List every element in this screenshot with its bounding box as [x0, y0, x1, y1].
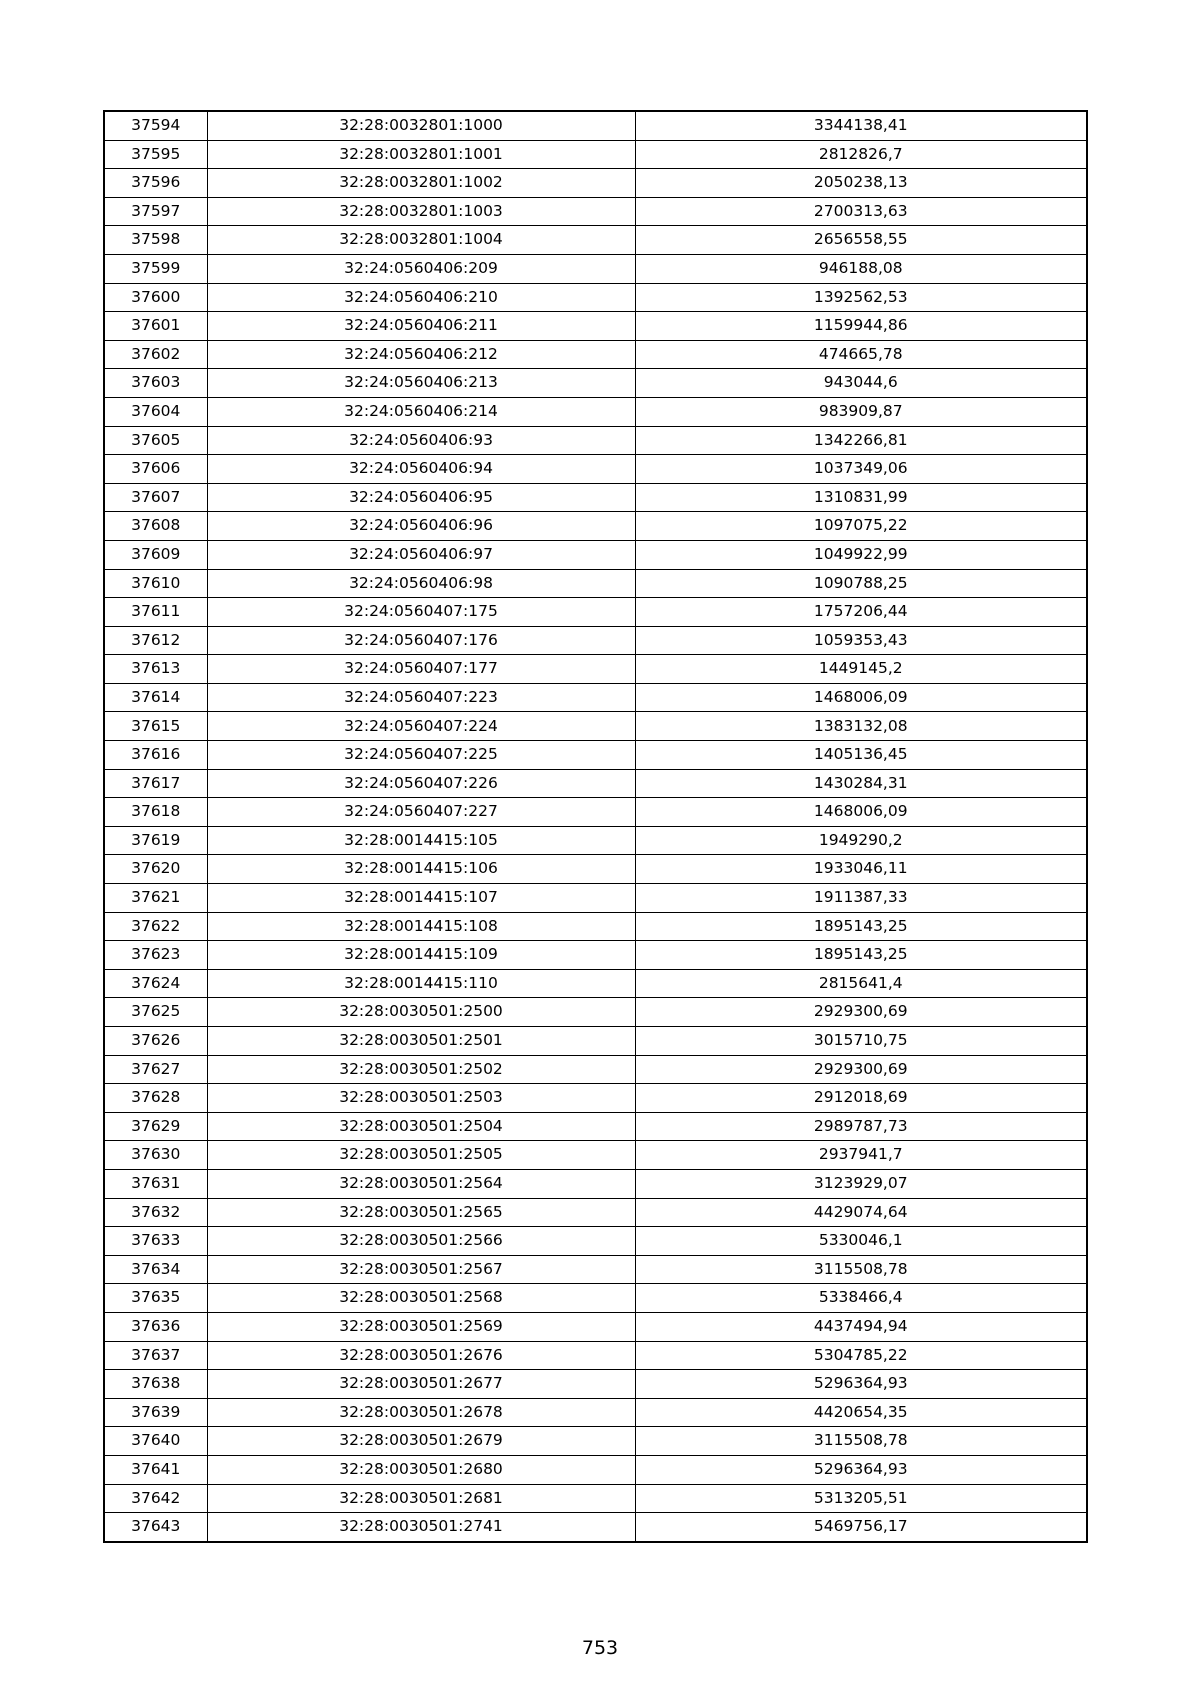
cadastral-number-cell: 32:28:0030501:2569: [207, 1312, 635, 1341]
value-cell: 1310831,99: [635, 483, 1087, 512]
value-cell: 1468006,09: [635, 683, 1087, 712]
cadastral-number-cell: 32:28:0014415:107: [207, 884, 635, 913]
row-number-cell: 37625: [104, 998, 207, 1027]
value-cell: 2929300,69: [635, 998, 1087, 1027]
table-row: [104, 254, 1087, 283]
table-row: [104, 1141, 1087, 1170]
cadastral-number-cell: 32:24:0560406:94: [207, 455, 635, 484]
row-number-cell: 37641: [104, 1455, 207, 1484]
cadastral-number-cell: 32:24:0560406:212: [207, 340, 635, 369]
row-number-cell: 37611: [104, 598, 207, 627]
table-row: [104, 741, 1087, 770]
value-cell: 5469756,17: [635, 1513, 1087, 1542]
table-row: [104, 683, 1087, 712]
value-cell: 2812826,7: [635, 140, 1087, 169]
cadastral-number-cell: 32:28:0032801:1004: [207, 226, 635, 255]
value-cell: 5330046,1: [635, 1227, 1087, 1256]
value-cell: 2929300,69: [635, 1055, 1087, 1084]
value-cell: 3115508,78: [635, 1255, 1087, 1284]
value-cell: 1468006,09: [635, 798, 1087, 827]
row-number-cell: 37616: [104, 741, 207, 770]
table-row: [104, 197, 1087, 226]
table-row: [104, 1112, 1087, 1141]
cadastral-number-cell: 32:28:0030501:2502: [207, 1055, 635, 1084]
row-number-cell: 37633: [104, 1227, 207, 1256]
row-number-cell: 37638: [104, 1370, 207, 1399]
row-number-cell: 37601: [104, 312, 207, 341]
table-row: [104, 1169, 1087, 1198]
table-row: [104, 1198, 1087, 1227]
cadastral-number-cell: 32:28:0030501:2741: [207, 1513, 635, 1542]
row-number-cell: 37594: [104, 111, 207, 140]
value-cell: 1090788,25: [635, 569, 1087, 598]
value-cell: 1159944,86: [635, 312, 1087, 341]
table-row: [104, 798, 1087, 827]
row-number-cell: 37598: [104, 226, 207, 255]
row-number-cell: 37617: [104, 769, 207, 798]
value-cell: 2815641,4: [635, 969, 1087, 998]
row-number-cell: 37613: [104, 655, 207, 684]
cadastral-number-cell: 32:24:0560407:177: [207, 655, 635, 684]
table-row: [104, 941, 1087, 970]
value-cell: 2656558,55: [635, 226, 1087, 255]
value-cell: 3015710,75: [635, 1027, 1087, 1056]
row-number-cell: 37597: [104, 197, 207, 226]
value-cell: 1049922,99: [635, 540, 1087, 569]
table-row: [104, 1084, 1087, 1113]
row-number-cell: 37632: [104, 1198, 207, 1227]
table-row: [104, 712, 1087, 741]
cadastral-number-cell: 32:28:0030501:2564: [207, 1169, 635, 1198]
table-row: [104, 483, 1087, 512]
cadastral-number-cell: 32:28:0030501:2505: [207, 1141, 635, 1170]
table-row: [104, 1427, 1087, 1456]
cadastral-number-cell: 32:28:0014415:109: [207, 941, 635, 970]
table-row: [104, 426, 1087, 455]
value-cell: 1037349,06: [635, 455, 1087, 484]
value-cell: 5296364,93: [635, 1370, 1087, 1399]
value-cell: 2989787,73: [635, 1112, 1087, 1141]
cadastral-number-cell: 32:24:0560406:96: [207, 512, 635, 541]
table-body: [104, 111, 1087, 1542]
row-number-cell: 37631: [104, 1169, 207, 1198]
cadastral-number-cell: 32:28:0014415:105: [207, 826, 635, 855]
row-number-cell: 37621: [104, 884, 207, 913]
table-row: [104, 397, 1087, 426]
value-cell: 5338466,4: [635, 1284, 1087, 1313]
cadastral-number-cell: 32:24:0560407:175: [207, 598, 635, 627]
cadastral-number-cell: 32:28:0030501:2676: [207, 1341, 635, 1370]
row-number-cell: 37627: [104, 1055, 207, 1084]
cadastral-number-cell: 32:28:0032801:1003: [207, 197, 635, 226]
value-cell: 5304785,22: [635, 1341, 1087, 1370]
value-cell: 3344138,41: [635, 111, 1087, 140]
value-cell: 4420654,35: [635, 1398, 1087, 1427]
table-row: [104, 1484, 1087, 1513]
cadastral-number-cell: 32:28:0032801:1000: [207, 111, 635, 140]
data-table: [103, 110, 1088, 1543]
value-cell: 1895143,25: [635, 912, 1087, 941]
row-number-cell: 37628: [104, 1084, 207, 1113]
value-cell: 1757206,44: [635, 598, 1087, 627]
cadastral-number-cell: 32:24:0560406:211: [207, 312, 635, 341]
table-row: [104, 598, 1087, 627]
table-row: [104, 340, 1087, 369]
value-cell: 2050238,13: [635, 169, 1087, 198]
row-number-cell: 37612: [104, 626, 207, 655]
value-cell: 946188,08: [635, 254, 1087, 283]
cadastral-number-cell: 32:24:0560406:98: [207, 569, 635, 598]
table-row: [104, 912, 1087, 941]
cadastral-number-cell: 32:28:0030501:2566: [207, 1227, 635, 1256]
value-cell: 3123929,07: [635, 1169, 1087, 1198]
cadastral-number-cell: 32:28:0032801:1002: [207, 169, 635, 198]
table-row: [104, 226, 1087, 255]
row-number-cell: 37620: [104, 855, 207, 884]
row-number-cell: 37624: [104, 969, 207, 998]
cadastral-number-cell: 32:24:0560407:226: [207, 769, 635, 798]
table-row: [104, 169, 1087, 198]
row-number-cell: 37639: [104, 1398, 207, 1427]
row-number-cell: 37608: [104, 512, 207, 541]
table-row: [104, 312, 1087, 341]
cadastral-number-cell: 32:28:0030501:2503: [207, 1084, 635, 1113]
row-number-cell: 37637: [104, 1341, 207, 1370]
value-cell: 1449145,2: [635, 655, 1087, 684]
table-row: [104, 1398, 1087, 1427]
cadastral-number-cell: 32:24:0560406:214: [207, 397, 635, 426]
cadastral-number-cell: 32:28:0014415:106: [207, 855, 635, 884]
table-row: [104, 1027, 1087, 1056]
row-number-cell: 37595: [104, 140, 207, 169]
cadastral-number-cell: 32:24:0560407:223: [207, 683, 635, 712]
value-cell: 1895143,25: [635, 941, 1087, 970]
table-row: [104, 1227, 1087, 1256]
row-number-cell: 37626: [104, 1027, 207, 1056]
cadastral-number-cell: 32:24:0560406:209: [207, 254, 635, 283]
value-cell: 2937941,7: [635, 1141, 1087, 1170]
row-number-cell: 37636: [104, 1312, 207, 1341]
row-number-cell: 37615: [104, 712, 207, 741]
row-number-cell: 37606: [104, 455, 207, 484]
table-row: [104, 626, 1087, 655]
cadastral-number-cell: 32:28:0014415:108: [207, 912, 635, 941]
row-number-cell: 37642: [104, 1484, 207, 1513]
row-number-cell: 37618: [104, 798, 207, 827]
value-cell: 4437494,94: [635, 1312, 1087, 1341]
table-row: [104, 369, 1087, 398]
cadastral-number-cell: 32:28:0030501:2680: [207, 1455, 635, 1484]
table-row: [104, 1284, 1087, 1313]
cadastral-number-cell: 32:28:0014415:110: [207, 969, 635, 998]
cadastral-number-cell: 32:24:0560407:224: [207, 712, 635, 741]
value-cell: 943044,6: [635, 369, 1087, 398]
table-row: [104, 655, 1087, 684]
cadastral-number-cell: 32:28:0030501:2677: [207, 1370, 635, 1399]
row-number-cell: 37630: [104, 1141, 207, 1170]
cadastral-number-cell: 32:24:0560406:93: [207, 426, 635, 455]
value-cell: 983909,87: [635, 397, 1087, 426]
row-number-cell: 37609: [104, 540, 207, 569]
table-row: [104, 1312, 1087, 1341]
row-number-cell: 37605: [104, 426, 207, 455]
value-cell: 1342266,81: [635, 426, 1087, 455]
value-cell: 1949290,2: [635, 826, 1087, 855]
value-cell: 5296364,93: [635, 1455, 1087, 1484]
value-cell: 474665,78: [635, 340, 1087, 369]
row-number-cell: 37643: [104, 1513, 207, 1542]
table-row: [104, 998, 1087, 1027]
cadastral-number-cell: 32:24:0560407:176: [207, 626, 635, 655]
value-cell: 4429074,64: [635, 1198, 1087, 1227]
cadastral-number-cell: 32:28:0030501:2678: [207, 1398, 635, 1427]
cadastral-number-cell: 32:28:0030501:2568: [207, 1284, 635, 1313]
table-row: [104, 826, 1087, 855]
cadastral-number-cell: 32:28:0030501:2504: [207, 1112, 635, 1141]
table-row: [104, 540, 1087, 569]
table-row: [104, 1370, 1087, 1399]
cadastral-number-cell: 32:24:0560406:213: [207, 369, 635, 398]
value-cell: 1430284,31: [635, 769, 1087, 798]
table-row: [104, 569, 1087, 598]
table-row: [104, 283, 1087, 312]
cadastral-number-cell: 32:24:0560406:210: [207, 283, 635, 312]
value-cell: 1911387,33: [635, 884, 1087, 913]
table-row: [104, 1455, 1087, 1484]
table-row: [104, 512, 1087, 541]
table-row: [104, 140, 1087, 169]
row-number-cell: 37634: [104, 1255, 207, 1284]
row-number-cell: 37607: [104, 483, 207, 512]
value-cell: 1392562,53: [635, 283, 1087, 312]
table-row: [104, 969, 1087, 998]
row-number-cell: 37619: [104, 826, 207, 855]
row-number-cell: 37622: [104, 912, 207, 941]
cadastral-number-cell: 32:28:0030501:2565: [207, 1198, 635, 1227]
page-number: 753: [581, 1637, 619, 1659]
value-cell: 1383132,08: [635, 712, 1087, 741]
row-number-cell: 37635: [104, 1284, 207, 1313]
row-number-cell: 37602: [104, 340, 207, 369]
table-row: [104, 769, 1087, 798]
row-number-cell: 37614: [104, 683, 207, 712]
row-number-cell: 37623: [104, 941, 207, 970]
table-row: [104, 111, 1087, 140]
row-number-cell: 37603: [104, 369, 207, 398]
table-row: [104, 1341, 1087, 1370]
value-cell: 5313205,51: [635, 1484, 1087, 1513]
cadastral-number-cell: 32:24:0560407:227: [207, 798, 635, 827]
table-row: [104, 1513, 1087, 1542]
value-cell: 1059353,43: [635, 626, 1087, 655]
cadastral-number-cell: 32:24:0560406:97: [207, 540, 635, 569]
value-cell: 2700313,63: [635, 197, 1087, 226]
table-row: [104, 884, 1087, 913]
row-number-cell: 37640: [104, 1427, 207, 1456]
row-number-cell: 37599: [104, 254, 207, 283]
row-number-cell: 37604: [104, 397, 207, 426]
cadastral-number-cell: 32:28:0030501:2500: [207, 998, 635, 1027]
value-cell: 2912018,69: [635, 1084, 1087, 1113]
cadastral-number-cell: 32:28:0030501:2567: [207, 1255, 635, 1284]
value-cell: 1097075,22: [635, 512, 1087, 541]
value-cell: 3115508,78: [635, 1427, 1087, 1456]
row-number-cell: 37596: [104, 169, 207, 198]
row-number-cell: 37600: [104, 283, 207, 312]
table-row: [104, 855, 1087, 884]
row-number-cell: 37610: [104, 569, 207, 598]
cadastral-number-cell: 32:28:0030501:2679: [207, 1427, 635, 1456]
value-cell: 1933046,11: [635, 855, 1087, 884]
value-cell: 1405136,45: [635, 741, 1087, 770]
table-row: [104, 1255, 1087, 1284]
table-row: [104, 455, 1087, 484]
row-number-cell: 37629: [104, 1112, 207, 1141]
cadastral-number-cell: 32:28:0030501:2681: [207, 1484, 635, 1513]
cadastral-number-cell: 32:28:0032801:1001: [207, 140, 635, 169]
cadastral-number-cell: 32:28:0030501:2501: [207, 1027, 635, 1056]
cadastral-number-cell: 32:24:0560407:225: [207, 741, 635, 770]
table-row: [104, 1055, 1087, 1084]
cadastral-number-cell: 32:24:0560406:95: [207, 483, 635, 512]
